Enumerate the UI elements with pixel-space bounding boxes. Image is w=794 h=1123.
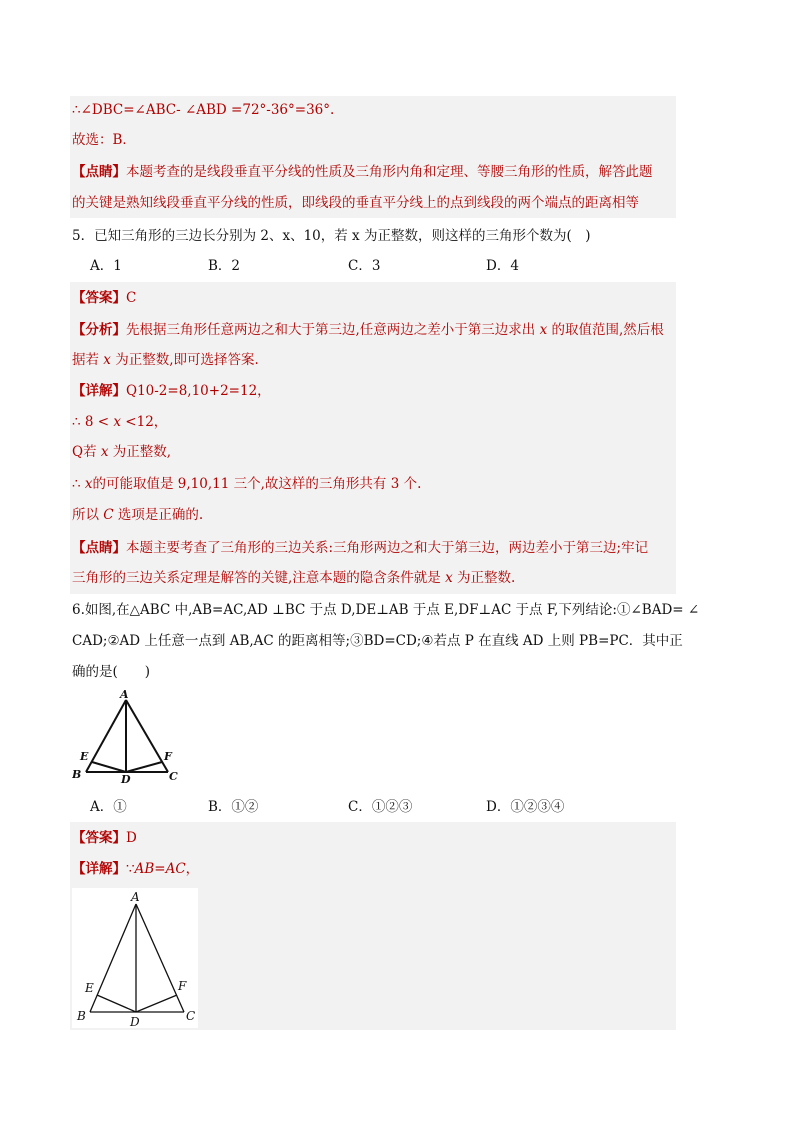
figure-label-c: C xyxy=(169,770,178,783)
q5-dianjing-line-1 xyxy=(72,538,648,558)
fenxi-text: 的取值范围,然后根 xyxy=(547,322,664,338)
triangle-figure-large xyxy=(72,888,198,1028)
q6-question-line-2: CAD;②AD 上任意一点到 AB,AC 的距离相等;③BD=CD;④若点 P 在直线 AD 上则 PB=PC．其中正 xyxy=(72,633,683,649)
figure-label-f: F xyxy=(164,750,172,763)
dianjing-text: 为正整数. xyxy=(452,570,516,586)
xiangjie-text: ∴ xyxy=(72,476,85,492)
var-x: x xyxy=(100,444,109,460)
q6-question-line-1: 6.如图,在△ABC 中,AB=AC,AD ⊥BC 于点 D,DE⊥AB 于点 E,DF⊥AC 于点 F,下列结论:①∠BAD= ∠ xyxy=(72,602,700,618)
q6-option-c: C．①②③ xyxy=(348,799,413,815)
figure-label-a: A xyxy=(120,688,129,701)
xiangjie-text: ∴ 8 < xyxy=(72,414,114,430)
q5-fenxi-line-2 xyxy=(72,350,259,370)
q5-option-b: B．2 xyxy=(208,258,241,274)
var-x: x xyxy=(539,322,548,338)
var-x: x xyxy=(103,352,111,368)
q6-xiangjie-line-1 xyxy=(72,859,199,879)
figure-label-b: B xyxy=(72,768,82,781)
q5-answer xyxy=(72,288,136,308)
xiangjie-text: Q10-2=8,10+2=12， xyxy=(126,383,271,399)
dianjing-line-1 xyxy=(72,162,653,182)
var-x: x xyxy=(113,414,121,430)
triangle-figure-small xyxy=(72,688,184,784)
xiangjie-tag: 【详解】 xyxy=(72,383,126,399)
q6-question-line-3: 确的是( ) xyxy=(72,664,151,680)
figure-label-f: F xyxy=(178,979,187,993)
q5-option-c: C．3 xyxy=(348,258,381,274)
q5-xiangjie-line-4 xyxy=(72,474,421,494)
dianjing-text-1: 本题考查的是线段垂直平分线的性质及三角形内角和定理、等腰三角形的性质，解答此题 xyxy=(126,164,653,180)
xiangjie-text: <12， xyxy=(121,414,168,430)
xiangjie-text: 的可能取值是 9,10,11 三个,故这样的三角形共有 3 个. xyxy=(92,476,422,492)
answer-tag: 【答案】 xyxy=(72,830,126,846)
figure-label-d: D xyxy=(121,773,131,784)
q5-xiangjie-line-3 xyxy=(72,442,171,462)
xiangjie-text: 所以 xyxy=(72,507,104,523)
q6-option-d: D．①②③④ xyxy=(486,799,565,815)
q5-fenxi-line-1 xyxy=(72,320,664,340)
figure-label-e: E xyxy=(80,750,89,763)
q5-xiangjie-line-2 xyxy=(72,412,167,432)
figure-label-a: A xyxy=(131,890,140,904)
var-x: x xyxy=(445,570,453,586)
figure-label-e: E xyxy=(85,981,94,995)
var-c: C xyxy=(103,507,114,523)
figure-label-b: B xyxy=(77,1009,86,1023)
xiangjie-text: 选项是正确的. xyxy=(113,507,204,523)
q6-option-a: A．① xyxy=(90,799,127,815)
dianjing-text: 三角形的三边关系定理是解答的关键,注意本题的隐含条件就是 xyxy=(72,570,446,586)
answer-tag: 【答案】 xyxy=(72,290,126,306)
q5-question: 5．已知三角形的三边长分别为 2、x、10，若 x 为正整数，则这样的三角形个数为( ) xyxy=(72,228,591,244)
dianjing-tag: 【点睛】 xyxy=(72,540,126,556)
q5-xiangjie-line-1 xyxy=(72,381,271,401)
q6-answer xyxy=(72,828,137,848)
q5-option-a: A．1 xyxy=(90,258,122,274)
xiangjie-text: ， xyxy=(185,861,200,877)
answer-value: D xyxy=(126,830,137,846)
answer-value: C xyxy=(126,290,137,306)
q5-xiangjie-line-5 xyxy=(72,505,203,525)
xiangjie-text: Q若 xyxy=(72,444,101,460)
q6-option-b: B．①② xyxy=(208,799,259,815)
dianjing-tag: 【点睛】 xyxy=(72,164,126,180)
q5-option-d: D．4 xyxy=(486,258,519,274)
fenxi-tag: 【分析】 xyxy=(72,322,126,338)
fenxi-text: 先根据三角形任意两边之和大于第三边,任意两边之差小于第三边求出 xyxy=(126,322,540,338)
xiangjie-text: AB=AC xyxy=(134,861,186,877)
xiangjie-tag: 【详解】 xyxy=(72,861,126,877)
xiangjie-text: 为正整数, xyxy=(108,444,172,460)
q5-dianjing-line-2 xyxy=(72,568,515,588)
dianjing-text: 本题主要考查了三角形的三边关系:三角形两边之和大于第三边，两边差小于第三边;牢记 xyxy=(126,540,649,556)
figure-label-d: D xyxy=(130,1015,140,1028)
var-x: x xyxy=(84,476,93,492)
choose-b-line: 故选：B． xyxy=(72,132,136,148)
figure-label-c: C xyxy=(186,1009,196,1023)
dianjing-line-2: 的关键是熟知线段垂直平分线的性质，即线段的垂直平分线上的点到线段的两个端点的距离相等 xyxy=(72,195,639,211)
angle-dbc-line: ∴∠DBC=∠ABC- ∠ABD =72°-36°=36°. xyxy=(72,102,335,118)
xiangjie-text: ∵ xyxy=(126,861,135,877)
fenxi-text: 为正整数,即可选择答案. xyxy=(110,352,259,368)
fenxi-text: 据若 xyxy=(72,352,104,368)
